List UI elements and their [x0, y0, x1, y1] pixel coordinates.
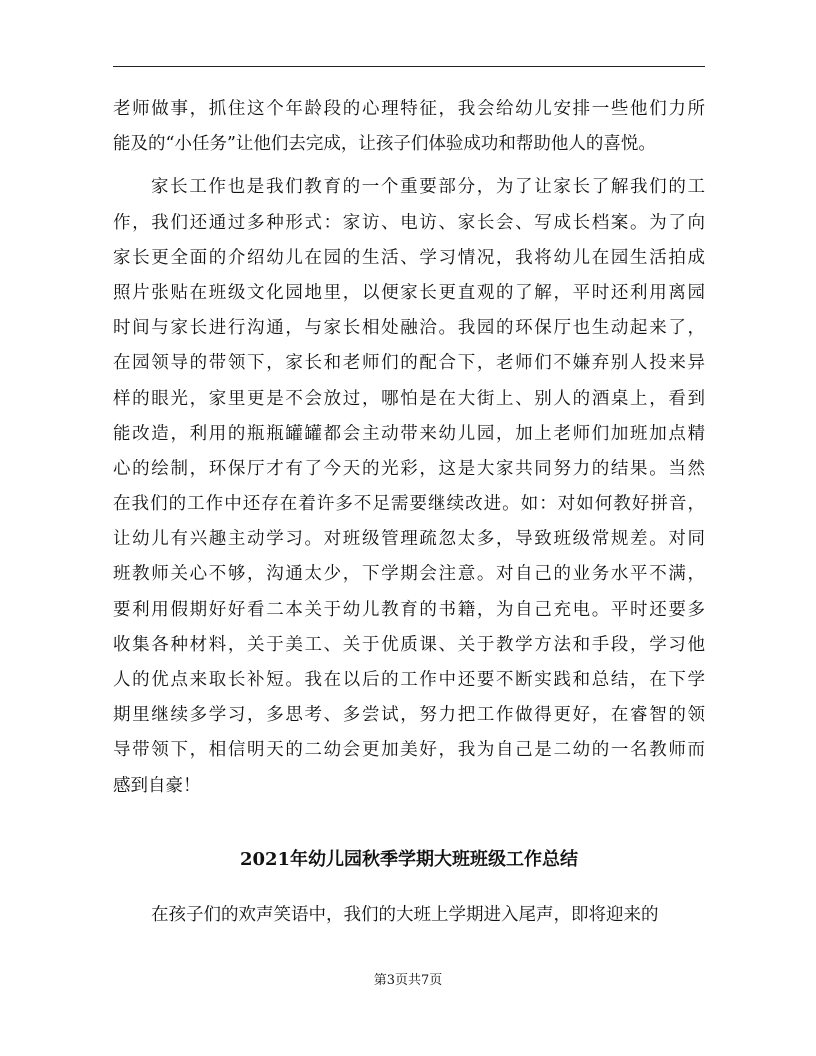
text-line: 心的绘制，环保厅才有了今天的光彩，这是大家共同努力的结果。当然	[113, 458, 705, 479]
text-line: 时间与家长进行沟通，与家长相处融洽。我园的环保厅也生动起来了，	[113, 318, 705, 339]
text-line: 让幼儿有兴趣主动学习。对班级管理疏忽太多，导致班级常规差。对同	[113, 529, 705, 550]
text-line: 照片张贴在班级文化园地里，以便家长更直观的了解，平时还利用离园	[113, 282, 705, 303]
text-line: 人的优点来取长补短。我在以后的工作中还要不断实践和总结，在下学	[113, 670, 705, 690]
text-line: 收集各种材料，关于美工、关于优质课、关于教学方法和手段，学习他	[113, 634, 705, 655]
section-title: 2021年幼儿园秋季学期大班班级工作总结	[239, 849, 579, 870]
document-body	[113, 92, 705, 804]
paragraph-2	[113, 170, 705, 803]
text-line: 要利用假期好好看二本关于幼儿教育的书籍，为自己充电。平时还要多	[113, 599, 705, 620]
text-line: 在我们的工作中还存在着许多不足需要继续改进。如：对如何教好拼音，	[113, 494, 705, 515]
text-line: 感到自豪！	[113, 775, 201, 796]
text-line: 作，我们还通过多种形式：家访、电访、家长会、写成长档案。为了向	[113, 212, 705, 233]
text-line: 期里继续多学习，多思考、多尝试，努力把工作做得更好，在睿智的领	[113, 705, 705, 726]
text-line: 导带领下，相信明天的二幼会更加美好，我为自己是二幼的一名教师而	[113, 740, 705, 761]
text-line: 老师做事，抓住这个年龄段的心理特征，我会给幼儿安排一些他们力所	[113, 99, 705, 119]
paragraph-1	[113, 92, 705, 162]
text-line: 家长更全面的介绍幼儿在园的生活、学习情况，我将幼儿在园生活拍成	[113, 247, 705, 268]
text-line: 班教师关心不够，沟通太少，下学期会注意。对自己的业务水平不满，	[113, 564, 705, 585]
page-indicator: 第3页共7页	[373, 973, 443, 988]
text-line: 能及的“小任务”让他们去完成，让孩子们体验成功和帮助他人的喜悦。	[113, 134, 656, 155]
text-line: 在孩子们的欢声笑语中，我们的大班上学期进入尾声，即将迎来的	[151, 905, 659, 925]
paragraph-3	[113, 898, 705, 933]
text-line: 样的眼光，家里更是不会放过，哪怕是在大街上、别人的酒桌上，看到	[113, 388, 705, 409]
header-rule	[113, 66, 705, 67]
text-line: 能改造，利用的瓶瓶罐罐都会主动带来幼儿园，加上老师们加班加点精	[113, 423, 705, 444]
text-line: 在园领导的带领下，家长和老师们的配合下，老师们不嫌弃别人投来异	[113, 353, 705, 374]
text-line: 家长工作也是我们教育的一个重要部分，为了让家长了解我们的工	[151, 177, 705, 198]
